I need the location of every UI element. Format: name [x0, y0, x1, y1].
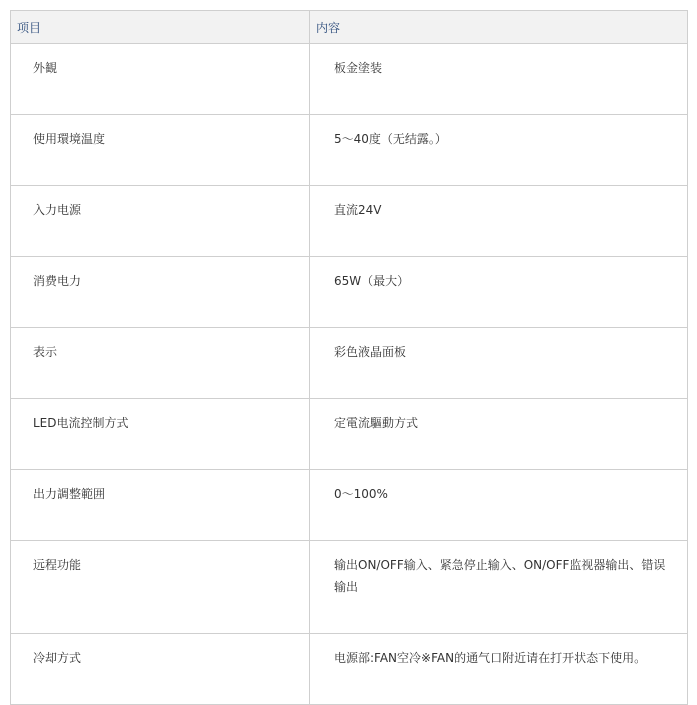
- table-body: [11, 44, 688, 705]
- table-row: [11, 634, 688, 705]
- table-row: [11, 186, 688, 257]
- table-row: [11, 115, 688, 186]
- table-row: [11, 257, 688, 328]
- table-row: [11, 541, 688, 634]
- row-item-label: 外観: [11, 44, 310, 115]
- row-content-value: 彩色液晶面板: [310, 328, 688, 399]
- row-content-value: 65W（最大）: [310, 257, 688, 328]
- row-item-label: 表示: [11, 328, 310, 399]
- row-item-label: 出力調整範囲: [11, 470, 310, 541]
- spec-table: [10, 10, 688, 705]
- row-content-value: 0～100%: [310, 470, 688, 541]
- row-item-label: 冷却方式: [11, 634, 310, 705]
- row-item-label: LED电流控制方式: [11, 399, 310, 470]
- row-content-value: 板金塗装: [310, 44, 688, 115]
- header-row: [11, 11, 688, 44]
- row-item-label: 使用環境温度: [11, 115, 310, 186]
- table-row: [11, 399, 688, 470]
- row-item-label: 入力电源: [11, 186, 310, 257]
- row-item-label: 远程功能: [11, 541, 310, 634]
- table-header: [11, 11, 688, 44]
- header-item: 项目: [11, 11, 310, 44]
- row-content-value: 5～40度（无结露。）: [310, 115, 688, 186]
- row-content-value: 直流24V: [310, 186, 688, 257]
- row-content-value: 定電流驅動方式: [310, 399, 688, 470]
- header-content: 内容: [310, 11, 688, 44]
- row-item-label: 消费电力: [11, 257, 310, 328]
- table-row: [11, 328, 688, 399]
- table-row: [11, 470, 688, 541]
- row-content-value: 电源部:FAN空冷※FAN的通气口附近请在打开状态下使用。: [310, 634, 688, 705]
- row-content-value: 输出ON/OFF输入、紧急停止输入、ON/OFF监视器输出、错误输出: [310, 541, 688, 634]
- table-row: [11, 44, 688, 115]
